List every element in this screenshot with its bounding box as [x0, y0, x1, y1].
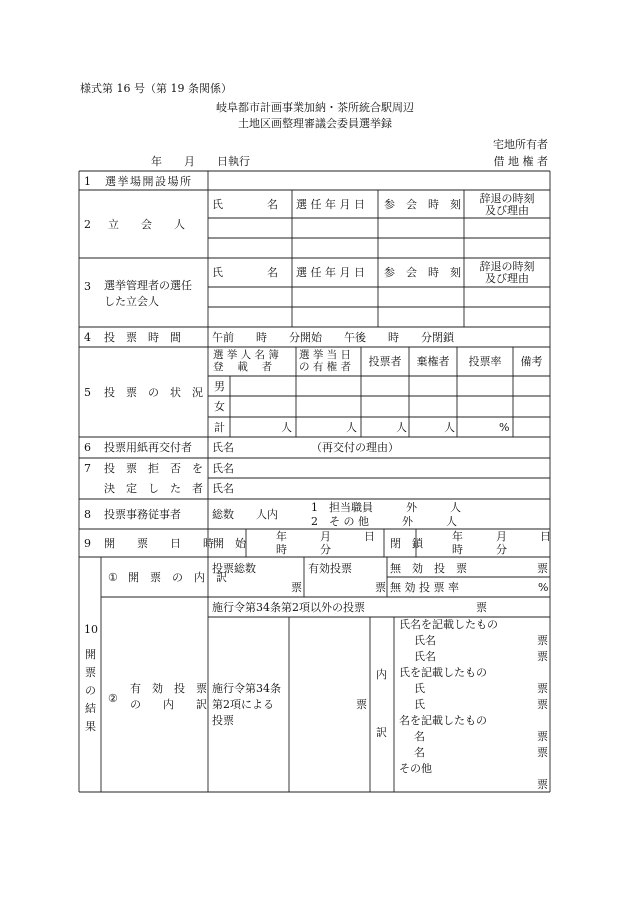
sec3-col-attend-time: 参 会 時 刻	[384, 266, 461, 279]
sec10-full-name-item2: 氏名	[414, 650, 436, 663]
sec2-col-resign-time: 辞退の時刻	[479, 192, 535, 205]
sec10-family-name-item1: 氏	[414, 682, 425, 695]
sec3-col-resign-time: 辞退の時刻	[479, 260, 535, 273]
sec10-article-votes-line1: 施行令第34条	[212, 682, 281, 695]
sec9-end-time: 時 分	[452, 543, 507, 556]
sec7-name1-label: 氏名	[212, 462, 234, 475]
sec10-given-name-item1-unit: 票	[537, 730, 548, 743]
sec7-label-line2: 決 定 し た 者	[104, 482, 203, 495]
sec5-col-turnout: 投票率	[468, 355, 502, 368]
sec10-given-name-item1: 名	[414, 730, 425, 743]
sec8-other-line: 2 そ の 他 外 人	[311, 515, 457, 528]
category-leaseholder: 借 地 権 者	[493, 155, 548, 168]
sec2-label: 立 会 人	[108, 218, 185, 231]
sec4-label: 投 票 時 間	[104, 331, 181, 344]
sec10-sub2-label-line1: 有 効 投 票	[130, 682, 207, 695]
sec7-label-line1: 投 票 拒 否 を	[104, 462, 203, 475]
sec10-given-name-heading: 名を記載したもの	[399, 714, 487, 727]
sec10-valid-votes-unit: 票	[375, 581, 386, 594]
sec10-family-name-item2-unit: 票	[537, 698, 548, 711]
sec5-unit-abstainers: 人	[444, 421, 455, 434]
sec4-number: 4	[84, 331, 91, 344]
sec5-col-registered-b: 登 載 者	[213, 361, 273, 373]
sec2-col-attend-time: 参 会 時 刻	[384, 198, 461, 211]
sec10-given-name-item2-unit: 票	[537, 746, 548, 759]
sec10-vlabel-5: 果	[85, 720, 96, 733]
sec10-invalid-rate: 無 効 投 票 率	[390, 581, 459, 594]
sec10-family-name-item1-unit: 票	[537, 682, 548, 695]
category-land-owner: 宅地所有者	[493, 138, 548, 151]
execution-date: 年 月 日執行	[151, 155, 250, 168]
sec3-col-resign-reason: 及び理由	[485, 272, 529, 285]
sec10-total-votes-unit: 票	[291, 581, 302, 594]
sec2-col-resign-reason: 及び理由	[485, 204, 529, 217]
sec10-article-votes-line3: 投票	[212, 714, 234, 727]
sec9-end-label: 閉 鎖	[390, 537, 423, 550]
sec2-col-appointed-date: 選 任 年 月 日	[296, 198, 365, 211]
sec10-sub2-label-line2: の 内 訳	[130, 698, 207, 711]
sec6-number: 6	[84, 441, 91, 454]
sec5-col-remarks: 備考	[520, 355, 543, 368]
sec5-col-abstainers: 棄権者	[416, 355, 450, 368]
sec10-breakdown-label-1: 内	[376, 668, 387, 681]
sec5-col-voters: 投票者	[368, 355, 402, 368]
sec5-unit-eligible: 人	[346, 421, 357, 434]
sec10-sub1-number: ①	[108, 571, 118, 584]
sec6-label: 投票用紙再交付者	[104, 441, 192, 454]
sec10-number: 10	[84, 623, 98, 636]
sec10-sub2-number: ②	[108, 692, 118, 705]
sec10-family-name-heading: 氏を記載したもの	[399, 666, 487, 679]
sec10-sub1-label: 開 票 の 内 訳	[128, 571, 227, 584]
sec8-staff-line: 1 担当職員 外 人	[311, 501, 461, 514]
sec10-full-name-heading: 氏名を記載したもの	[399, 618, 498, 631]
sec10-full-name-item1-unit: 票	[537, 634, 548, 647]
form-number: 様式第 16 号（第 19 条関係）	[80, 82, 232, 95]
sec10-given-name-item2: 名	[414, 746, 425, 759]
sec5-col-eligible-a: 選 挙 当 日	[299, 349, 352, 361]
sec5-unit-voters: 人	[396, 421, 407, 434]
sec1-label: 1 選挙場開設場所	[84, 175, 193, 188]
sec6-reissue-reason: （再交付の理由）	[311, 441, 399, 454]
sec10-invalid-votes-unit: 票	[537, 562, 548, 575]
sec10-other-unit: 票	[537, 778, 548, 791]
sec2-number: 2	[84, 218, 91, 231]
sec8-total: 総数 人内	[212, 508, 278, 521]
sec10-non-article-votes-unit: 票	[476, 601, 487, 614]
sec9-label: 開 票 日 時	[104, 537, 214, 550]
sec10-breakdown-label-2: 訳	[376, 726, 387, 739]
sec10-other-heading: その他	[399, 762, 432, 775]
sec5-row-female: 女	[214, 400, 225, 413]
sec10-invalid-votes: 無 効 投 票	[390, 562, 467, 575]
sec3-label-line2: した立会人	[104, 295, 159, 308]
sec6-name-label: 氏名	[212, 441, 234, 454]
sec10-article-votes-unit: 票	[356, 698, 367, 711]
sec10-family-name-item2: 氏	[414, 698, 425, 711]
sec10-invalid-rate-unit: %	[538, 581, 549, 594]
sec10-vlabel-2: 票	[85, 666, 96, 679]
sec5-col-registered-a: 選 挙 人 名 簿	[213, 349, 279, 361]
sec10-vlabel-1: 開	[85, 648, 96, 661]
document-title-line1: 岐阜都市計画事業加納・茶所統合駅周辺	[216, 101, 414, 114]
sec3-col-name: 氏 名	[212, 266, 278, 279]
sec4-voting-hours: 午前 時 分開始 午後 時 分閉鎖	[212, 331, 454, 344]
sec9-number: 9	[84, 537, 91, 550]
sec7-number: 7	[84, 462, 91, 475]
document-title-line2: 土地区画整理審議会委員選挙録	[238, 117, 392, 130]
sec10-non-article-votes: 施行令第34条第2項以外の投票	[212, 601, 365, 614]
sec5-col-eligible-b: の 有 権 者	[299, 361, 352, 373]
sec10-article-votes-line2: 第2項による	[212, 698, 274, 711]
sec3-col-appointed-date: 選 任 年 月 日	[296, 266, 365, 279]
sec10-vlabel-4: 結	[85, 702, 96, 715]
sec7-name2-label: 氏名	[212, 482, 234, 495]
sec8-label: 投票事務従事者	[104, 508, 181, 521]
sec8-number: 8	[84, 508, 91, 521]
sec9-start-time: 時 分	[276, 543, 331, 556]
sec9-end-date: 年 月 日	[452, 530, 551, 543]
sec5-unit-turnout: %	[499, 421, 510, 434]
sec5-unit-registered: 人	[281, 421, 292, 434]
sec10-full-name-item1: 氏名	[414, 634, 436, 647]
sec9-start-label: 開 始	[213, 537, 246, 550]
sec5-label: 投 票 の 状 況	[104, 386, 203, 399]
sec5-row-male: 男	[214, 380, 225, 393]
sec10-full-name-item2-unit: 票	[537, 650, 548, 663]
sec5-number: 5	[84, 386, 91, 399]
sec3-label-line1: 選挙管理者の選任	[104, 279, 192, 292]
sec3-number: 3	[84, 280, 91, 293]
sec10-total-votes: 投票総数	[212, 562, 256, 575]
sec5-row-total: 計	[214, 421, 225, 434]
sec9-start-date: 年 月 日	[276, 530, 375, 543]
sec2-col-name: 氏 名	[212, 198, 278, 211]
sec10-valid-votes: 有効投票	[308, 562, 352, 575]
sec10-vlabel-3: の	[85, 684, 96, 697]
